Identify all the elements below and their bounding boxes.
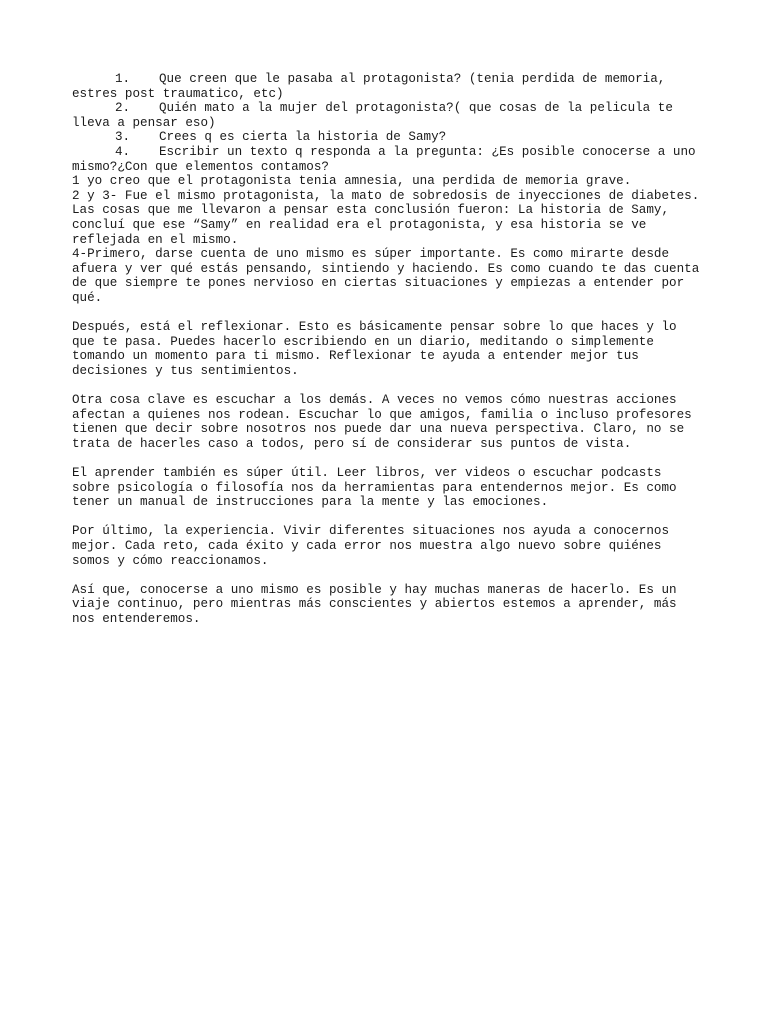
text-line: 1 yo creo que el protagonista tenia amnesia, una perdida de memoria grave.	[72, 174, 632, 189]
question-item	[72, 72, 700, 101]
paragraph	[72, 393, 700, 451]
text-line: mejor. Cada reto, cada éxito y cada error nos muestra algo nuevo sobre quiénes	[72, 539, 662, 553]
question-text-cont: lleva a pensar eso)	[72, 115, 216, 130]
question-text: Crees q es cierta la historia de Samy?	[159, 130, 447, 145]
question-number: 2.	[115, 101, 131, 116]
text-line: afectan a quienes nos rodean. Escuchar lo que amigos, familia o incluso profesores	[72, 407, 692, 422]
text-line: afuera y ver qué estás pensando, sintiendo y haciendo. Es como cuando te das cuenta	[72, 261, 700, 276]
paragraph-gap	[72, 568, 700, 583]
question-text-cont: estres post traumatico, etc)	[72, 86, 284, 101]
question-item	[72, 130, 700, 145]
paragraph	[72, 524, 700, 568]
text-line: viaje continuo, pero mientras más conscientes y abiertos estemos a aprender, más	[72, 597, 677, 612]
text-line: 2 y 3- Fue el mismo protagonista, la mato de sobredosis de inyecciones de diabetes.	[72, 188, 700, 203]
text-line: tienen que decir sobre nosotros nos puede dar una nueva perspectiva. Claro, no se	[72, 422, 685, 437]
text-line: Las cosas que me llevaron a pensar esta conclusión fueron: La historia de Samy,	[72, 203, 670, 218]
text-line: concluí que ese “Samy” en realidad era el protagonista, y esa historia se ve	[72, 217, 647, 232]
paragraph-gap	[72, 510, 700, 525]
text-line: Por último, la experiencia. Vivir diferentes situaciones nos ayuda a conocernos	[72, 524, 670, 539]
answer-2-3	[72, 189, 700, 247]
text-line: que te pasa. Puedes hacerlo escribiendo en un diario, meditando o simplemente	[72, 334, 654, 349]
text-line: tomando un momento para ti mismo. Reflexionar te ayuda a entender mejor tus	[72, 349, 639, 364]
text-line: somos y cómo reaccionamos.	[72, 553, 269, 568]
text-line: de que siempre te pones nervioso en ciertas situaciones y empiezas a entender por	[72, 276, 685, 291]
text-line: qué.	[72, 290, 103, 305]
text-line: El aprender también es súper útil. Leer libros, ver videos o escuchar podcasts	[72, 466, 662, 481]
question-text: Que creen que le pasaba al protagonista? (tenia perdida de memoria,	[159, 72, 666, 86]
document-page	[72, 72, 700, 627]
text-line: Otra cosa clave es escuchar a los demás. A veces no vemos cómo nuestras acciones	[72, 393, 677, 408]
paragraph	[72, 583, 700, 627]
paragraph	[72, 466, 700, 510]
text-line: sobre psicología o filosofía nos da herramientas para entendernos mejor. Es como	[72, 480, 677, 495]
question-item	[72, 145, 700, 174]
question-text: Escribir un texto q responda a la pregunta: ¿Es posible conocerse a uno	[159, 144, 696, 159]
paragraph-gap	[72, 451, 700, 466]
paragraph	[72, 320, 700, 378]
question-list	[72, 72, 700, 174]
text-line: trata de hacerles caso a todos, pero sí de considerar sus puntos de vista.	[72, 436, 632, 451]
text-line: reflejada en el mismo.	[72, 232, 239, 247]
text-line: Así que, conocerse a uno mismo es posible y hay muchas maneras de hacerlo. Es un	[72, 582, 677, 597]
text-line: decisiones y tus sentimientos.	[72, 363, 299, 378]
text-line: 4-Primero, darse cuenta de uno mismo es súper importante. Es como mirarte desde	[72, 247, 670, 262]
text-line: Después, está el reflexionar. Esto es básicamente pensar sobre lo que haces y lo	[72, 320, 677, 335]
paragraph-gap	[72, 306, 700, 321]
text-line: tener un manual de instrucciones para la mente y las emociones.	[72, 495, 549, 510]
question-number: 4.	[115, 144, 131, 159]
question-item	[72, 101, 700, 130]
paragraph-gap	[72, 378, 700, 393]
answer-4	[72, 247, 700, 305]
answer-1	[72, 174, 700, 189]
question-text-cont: mismo?¿Con que elementos contamos?	[72, 159, 329, 174]
question-text: Quién mato a la mujer del protagonista?( que cosas de la pelicula te	[159, 101, 673, 116]
question-number: 3.	[115, 130, 131, 145]
text-line: nos entenderemos.	[72, 611, 201, 626]
question-number: 1.	[115, 72, 131, 86]
